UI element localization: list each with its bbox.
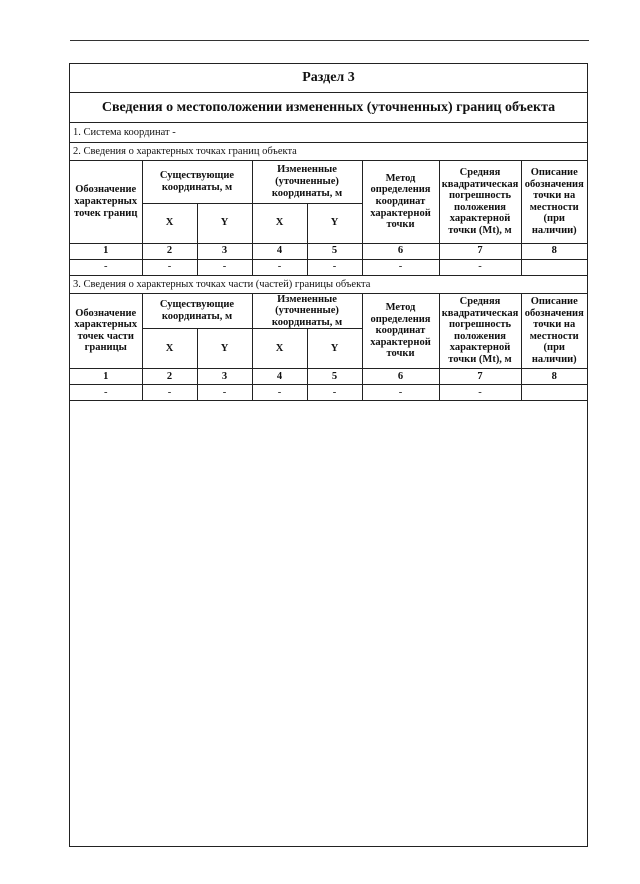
p3-col-error: Средняя квадратическая погрешность положения характерной точки (Mt), м — [439, 294, 521, 369]
p3-cell: - — [307, 385, 362, 401]
p2-col-error: Средняя квадратическая погрешность положения характерной точки (Mt), м — [439, 161, 521, 243]
p2-cell: - — [362, 259, 439, 275]
part3-table — [70, 294, 587, 402]
p3-cell: - — [439, 385, 521, 401]
p2-cell: - — [439, 259, 521, 275]
p3-col-existing: Существующие координаты, м — [142, 294, 252, 329]
p2-cell: - — [142, 259, 197, 275]
p2-number-row — [70, 243, 587, 259]
p3-num-1: 1 — [70, 369, 142, 385]
p3-y-existing: Y — [197, 329, 252, 369]
p3-num-5: 5 — [307, 369, 362, 385]
table-row — [70, 385, 587, 401]
p3-num-6: 6 — [362, 369, 439, 385]
p3-num-2: 2 — [142, 369, 197, 385]
p2-num-5: 5 — [307, 243, 362, 259]
section-title: Раздел 3 — [70, 64, 587, 93]
p2-col-changed: Измененные (уточненные) координаты, м — [252, 161, 362, 203]
p2-y-changed: Y — [307, 203, 362, 243]
p3-num-8: 8 — [521, 369, 587, 385]
section-heading: Сведения о местоположении измененных (уточненных) границ объекта — [70, 93, 587, 123]
p3-cell: - — [252, 385, 307, 401]
top-rule — [70, 40, 589, 41]
p3-cell: - — [142, 385, 197, 401]
p3-y-changed: Y — [307, 329, 362, 369]
coord-system-row: 1. Система координат - — [70, 123, 587, 143]
p2-y-existing: Y — [197, 203, 252, 243]
part2-table — [70, 161, 587, 276]
table-row — [70, 259, 587, 275]
p3-col-method: Метод определения координат характерной точки — [362, 294, 439, 369]
p2-num-6: 6 — [362, 243, 439, 259]
p3-x-existing: X — [142, 329, 197, 369]
p2-col-designation: Обозначение характерных точек границ — [70, 161, 142, 243]
p2-cell: - — [70, 259, 142, 275]
part3-title: 3. Сведения о характерных точках части (частей) границы объекта — [70, 276, 587, 294]
p2-x-changed: X — [252, 203, 307, 243]
p2-num-8: 8 — [521, 243, 587, 259]
p2-num-3: 3 — [197, 243, 252, 259]
p3-cell: - — [362, 385, 439, 401]
p2-num-4: 4 — [252, 243, 307, 259]
p2-cell: - — [197, 259, 252, 275]
p2-cell: - — [252, 259, 307, 275]
p2-x-existing: X — [142, 203, 197, 243]
part2-title: 2. Сведения о характерных точках границ объекта — [70, 143, 587, 161]
p3-col-description: Описание обозначения точки на местности (при наличии) — [521, 294, 587, 369]
p3-col-changed: Измененные (уточненные) координаты, м — [252, 294, 362, 329]
p2-cell: - — [307, 259, 362, 275]
p3-num-3: 3 — [197, 369, 252, 385]
p3-num-4: 4 — [252, 369, 307, 385]
p3-cell — [521, 385, 587, 401]
p3-num-7: 7 — [439, 369, 521, 385]
p2-num-7: 7 — [439, 243, 521, 259]
p3-col-designation: Обозначение характерных точек части границы — [70, 294, 142, 369]
p3-cell: - — [197, 385, 252, 401]
p3-cell: - — [70, 385, 142, 401]
p2-col-method: Метод определения координат характерной точки — [362, 161, 439, 243]
p3-number-row — [70, 369, 587, 385]
p2-col-existing: Существующие координаты, м — [142, 161, 252, 203]
p2-cell — [521, 259, 587, 275]
p2-col-description: Описание обозначения точки на местности (при наличии) — [521, 161, 587, 243]
p2-num-2: 2 — [142, 243, 197, 259]
p3-x-changed: X — [252, 329, 307, 369]
document-frame — [69, 63, 588, 847]
p2-num-1: 1 — [70, 243, 142, 259]
